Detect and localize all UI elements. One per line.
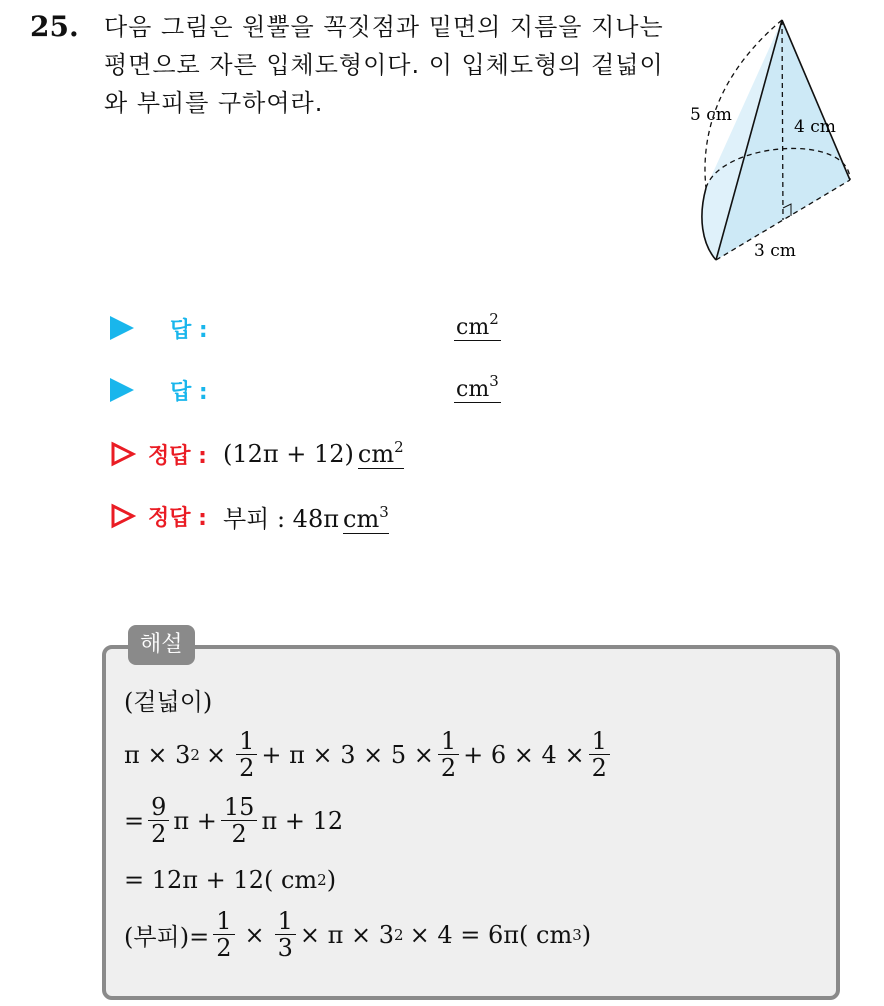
correct-value: 부피 : 48π $cm^3$ bbox=[222, 502, 389, 533]
play-triangle-icon bbox=[110, 378, 134, 402]
solution-line-3: = $\frac{9}{2}$ π + $\frac{15}{2}$ π + 12 bbox=[124, 793, 344, 849]
solution-line-4: = 12π + 12( cm 2 ) bbox=[124, 866, 337, 894]
fraction: $\frac{15}{2}$ bbox=[221, 794, 258, 848]
answer-unit-blank[interactable]: $cm^2$ bbox=[456, 310, 499, 340]
solution-line-5: (부피)= $\frac{1}{2}$ × $\frac{1}{3}$ × π × 3 2 × 4 = 6π( cm 3 ) bbox=[124, 907, 592, 963]
correct-value: (12π + 12) $cm^2$ bbox=[222, 438, 404, 468]
outline-triangle-icon bbox=[110, 503, 136, 529]
correct-label: 정답 : bbox=[148, 443, 207, 469]
height-label: 4 cm bbox=[794, 117, 836, 137]
correct-row-2 bbox=[110, 496, 389, 536]
play-triangle-icon bbox=[110, 316, 134, 340]
answer-label: 답 : bbox=[170, 317, 208, 343]
question-number: 25. bbox=[30, 10, 79, 43]
solution-line-2: π × 3 2 × $\frac{1}{2}$ + π × 3 × 5 × $\frac{1}{2}$ + 6 × 4 × $\frac{1}{2}$ bbox=[124, 728, 614, 782]
fraction: $\frac{1}{3}$ bbox=[275, 908, 296, 962]
correct-row-1 bbox=[110, 434, 404, 474]
answer-label: 답 : bbox=[170, 379, 208, 405]
fraction: $\frac{9}{2}$ bbox=[148, 794, 169, 848]
half-cone-figure bbox=[680, 12, 870, 272]
solution-tag: 해설 bbox=[128, 625, 195, 665]
slant-label: 5 cm bbox=[690, 105, 732, 125]
correct-label: 정답 : bbox=[148, 505, 207, 531]
solution-line-1: (겉넓이) bbox=[124, 688, 213, 716]
question-text: 다음 그림은 원뿔을 꼭짓점과 밑면의 지름을 지나는 평면으로 자른 입체도형이다. 이 입체도형의 겉넓이와 부피를 구하여라. bbox=[104, 13, 664, 117]
fraction: $\frac{1}{2}$ bbox=[213, 908, 234, 962]
fraction: $\frac{1}{2}$ bbox=[236, 728, 257, 782]
radius-label: 3 cm bbox=[754, 241, 796, 261]
answer-unit-blank[interactable]: $cm^3$ bbox=[456, 372, 499, 402]
answer-row-1 bbox=[110, 308, 499, 348]
fraction: $\frac{1}{2}$ bbox=[589, 728, 610, 782]
outline-triangle-icon bbox=[110, 441, 136, 467]
fraction: $\frac{1}{2}$ bbox=[438, 728, 459, 782]
answer-row-2 bbox=[110, 370, 499, 410]
